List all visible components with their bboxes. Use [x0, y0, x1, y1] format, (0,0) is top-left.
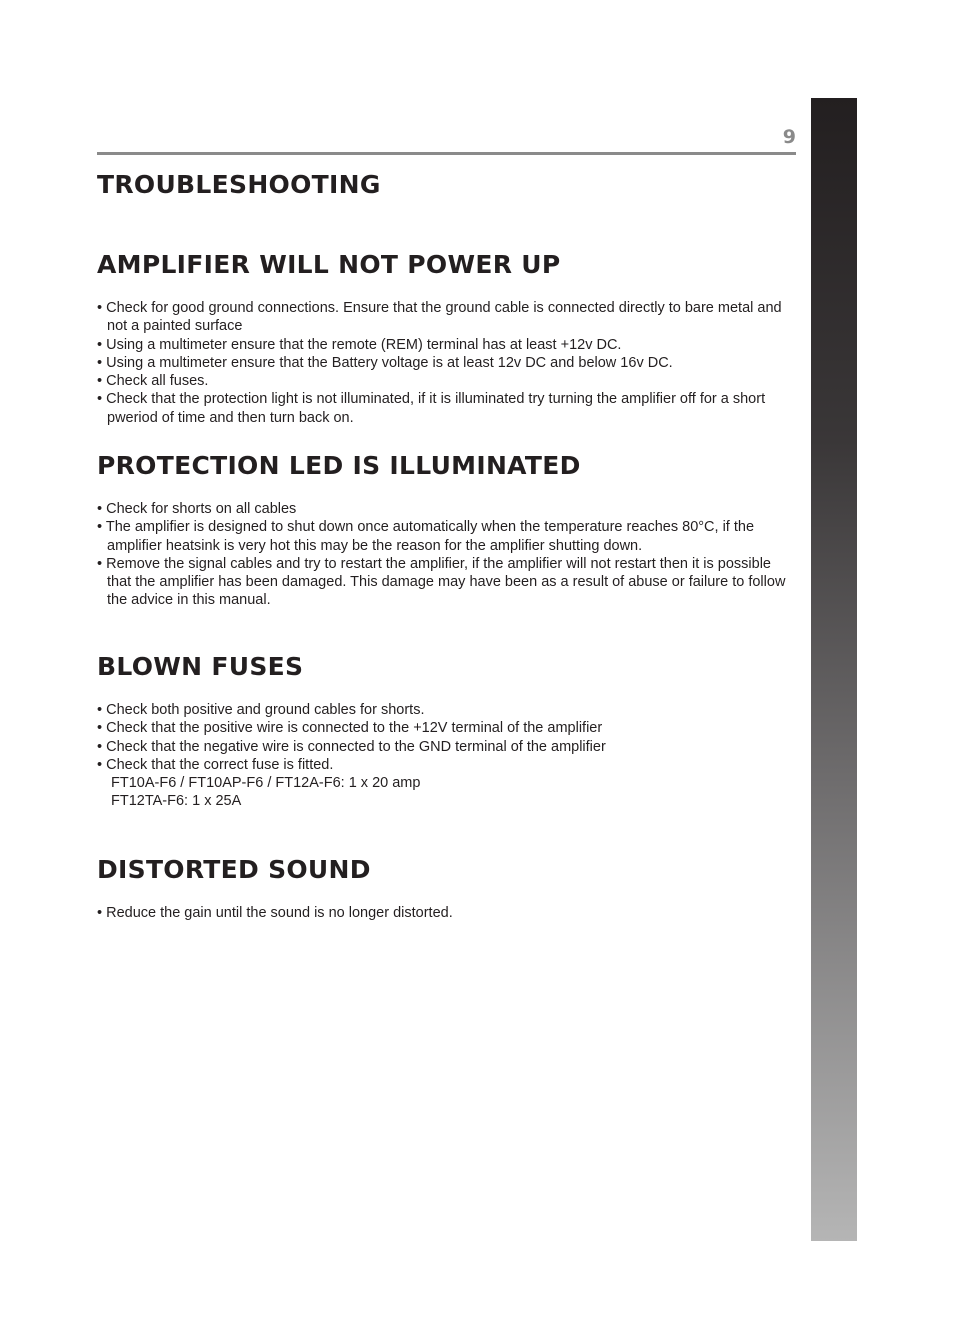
section-heading-distorted: DISTORTED SOUND — [97, 855, 371, 884]
fuse-spec: FT12TA-F6: 1 x 25A — [111, 793, 242, 810]
page-number: 9 — [782, 126, 796, 148]
list-item: • Check that the positive wire is connected to the +12V terminal of the amplifier — [97, 720, 603, 737]
list-item: • Check that the protection light is not illuminated, if it is illuminated try turning the amplifier off for a short pweriod of time and then turn back on. — [97, 391, 766, 426]
list-item: • Using a multimeter ensure that the Battery voltage is at least 12v DC and below 16v DC. — [97, 354, 673, 371]
list-item: • Check all fuses. — [97, 373, 209, 390]
list-item: • Using a multimeter ensure that the remote (REM) terminal has at least +12v DC. — [97, 336, 622, 353]
protection-checklist — [97, 500, 797, 610]
fuse-spec: FT10A-F6 / FT10AP-F6 / FT12A-F6: 1 x 20 amp — [111, 775, 421, 792]
distorted-checklist — [97, 904, 797, 922]
fuse-check-text: • Check that the correct fuse is fitted. — [97, 756, 334, 773]
list-item: • Check for shorts on all cables — [97, 501, 297, 517]
list-item: • Check for good ground connections. Ensure that the ground cable is connected directly to bare metal and not a painted surface — [97, 300, 782, 335]
header-rule — [97, 152, 796, 155]
page-title: TROUBLESHOOTING — [97, 170, 381, 199]
list-item: • The amplifier is designed to shut down once automatically when the temperature reaches 80°C, if the amplifier heatsink is very hot this may be the reason for the amplifier shutting down. — [97, 519, 755, 554]
section-heading-power: AMPLIFIER WILL NOT POWER UP — [97, 250, 561, 279]
list-item: • Remove the signal cables and try to restart the amplifier, if the amplifier will not restart then it is possible that the amplifier has been damaged. This damage may have been as a result of abuse or failure to follow the advice in this manual. — [97, 555, 786, 609]
side-color-bar — [811, 98, 857, 1241]
fuses-checklist — [97, 701, 797, 811]
section-heading-protection: PROTECTION LED IS ILLUMINATED — [97, 451, 581, 480]
list-item: • Check both positive and ground cables for shorts. — [97, 702, 425, 718]
section-heading-fuses: BLOWN FUSES — [97, 652, 304, 681]
power-checklist — [97, 299, 797, 427]
list-item — [97, 756, 797, 811]
list-item: • Check that the negative wire is connected to the GND terminal of the amplifier — [97, 738, 606, 755]
list-item: • Reduce the gain until the sound is no longer distorted. — [97, 905, 453, 921]
